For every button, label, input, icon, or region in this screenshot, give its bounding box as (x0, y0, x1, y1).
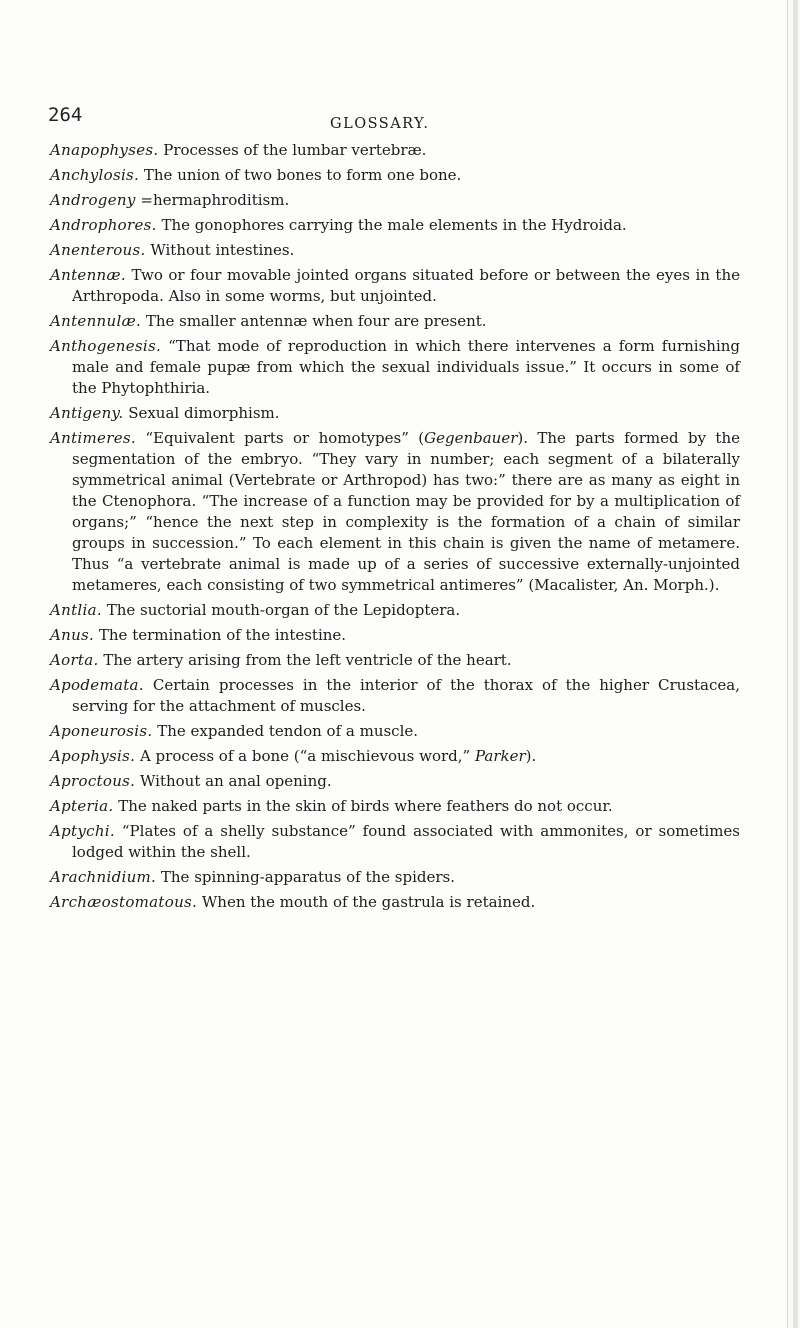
entry-term: Androgeny (50, 191, 136, 209)
entry-definition: The smaller antennæ when four are present. (141, 312, 487, 330)
glossary-entry (50, 867, 740, 888)
glossary-entry (50, 675, 740, 717)
entry-definition: The artery arising from the left ventricle of the heart. (98, 651, 512, 669)
entry-definition: Sexual dimorphism. (123, 404, 280, 422)
entry-term: Aproctous. (50, 772, 136, 790)
entry-definition: “Plates of a shelly substance” found associated with ammonites, or sometimes lodged within the shell. (72, 822, 740, 861)
glossary-entry (50, 311, 740, 332)
entry-term: Anapophyses. (50, 141, 159, 159)
entry-term: Aorta. (50, 651, 99, 669)
glossary-entry (50, 821, 740, 863)
entry-definition-continued: ). (525, 747, 537, 765)
entry-term: Anthogenesis. (50, 337, 162, 355)
entry-definition: Processes of the lumbar vertebræ. (158, 141, 427, 159)
entry-definition: Two or four movable jointed organs situated before or between the eyes in the Arthropoda. Also in some worms, but unjointed. (72, 266, 740, 305)
entry-term: Antennæ. (50, 266, 126, 284)
glossary-list (50, 140, 740, 917)
entry-definition: The expanded tendon of a muscle. (152, 722, 419, 740)
glossary-entry (50, 721, 740, 742)
page-number: 264 (48, 104, 83, 126)
entry-term: Aponeurosis. (50, 722, 153, 740)
glossary-entry (50, 215, 740, 236)
glossary-entry (50, 625, 740, 646)
glossary-entry (50, 140, 740, 161)
entry-definition: Certain processes in the interior of the thorax of the higher Crustacea, serving for the attachment of muscles. (72, 676, 740, 715)
entry-term: Aptychi. (50, 822, 115, 840)
glossary-entry (50, 190, 740, 211)
glossary-entry (50, 336, 740, 399)
glossary-entry (50, 796, 740, 817)
entry-definition: The suctorial mouth-organ of the Lepidoptera. (101, 601, 461, 619)
glossary-entry (50, 265, 740, 307)
entry-definition: The naked parts in the skin of birds where feathers do not occur. (113, 797, 613, 815)
running-head: GLOSSARY. (330, 116, 430, 132)
entry-definition: “That mode of reproduction in which there intervenes a form furnishing male and female pupæ from which the sexual individuals issue.” It occurs in some of the Phytophthiria. (72, 337, 740, 397)
entry-term: Archæostomatous. (50, 893, 198, 911)
entry-term: Apophysis. (50, 747, 136, 765)
page-edge-shadow (793, 0, 798, 1328)
entry-definition: The termination of the intestine. (94, 626, 347, 644)
entry-term: Anus. (50, 626, 95, 644)
entry-definition: Without an anal opening. (135, 772, 332, 790)
entry-term: Androphores. (50, 216, 157, 234)
entry-term: Antennulæ. (50, 312, 142, 330)
entry-term: Antimeres. (50, 429, 136, 447)
entry-definition: A process of a bone (“a mischievous word,” (135, 747, 475, 765)
entry-term: Arachnidium. (50, 868, 157, 886)
glossary-entry (50, 403, 740, 424)
entry-definition: The gonophores carrying the male elements in the Hydroida. (156, 216, 627, 234)
glossary-entry (50, 746, 740, 767)
glossary-entry (50, 428, 740, 596)
entry-term: Apodemata. (50, 676, 144, 694)
entry-definition-author: Gegenbauer (424, 429, 518, 447)
entry-definition-author: Parker (474, 747, 526, 765)
glossary-entry (50, 165, 740, 186)
entry-definition: Without intestines. (145, 241, 295, 259)
entry-term: Antlia. (50, 601, 102, 619)
entry-term: Apteria. (50, 797, 114, 815)
glossary-entry (50, 600, 740, 621)
entry-term: Anenterous. (50, 241, 146, 259)
entry-definition-continued: ). The parts formed by the segmentation of the embryo. “They vary in number; each segment of a bilaterally symmetrical animal (Vertebrate or Arthropod) has two:” there are as many as eight in the Ctenophora. “The increase of a function may be provided for by a multiplication of organs;” “hence the next step in complexity is the formation of a chain of similar groups in succession.” To each element in this chain is given the name of metamere. Thus “a vertebrate animal is made up of a series of successive externally-unjointed metameres, each consisting of two symmetrical antimeres” (Macalister, An. Morph.). (72, 429, 740, 594)
glossary-entry (50, 650, 740, 671)
glossary-entry (50, 240, 740, 261)
entry-definition: “Equivalent parts or homotypes” ( (135, 429, 425, 447)
entry-term: Anchylosis. (50, 166, 140, 184)
entry-term: Antigeny. (50, 404, 124, 422)
entry-definition: The spinning-apparatus of the spiders. (156, 868, 456, 886)
entry-definition: The union of two bones to form one bone. (139, 166, 462, 184)
entry-definition: When the mouth of the gastrula is retained. (197, 893, 536, 911)
glossary-entry (50, 892, 740, 913)
entry-definition: =hermaphroditism. (135, 191, 290, 209)
glossary-entry (50, 771, 740, 792)
